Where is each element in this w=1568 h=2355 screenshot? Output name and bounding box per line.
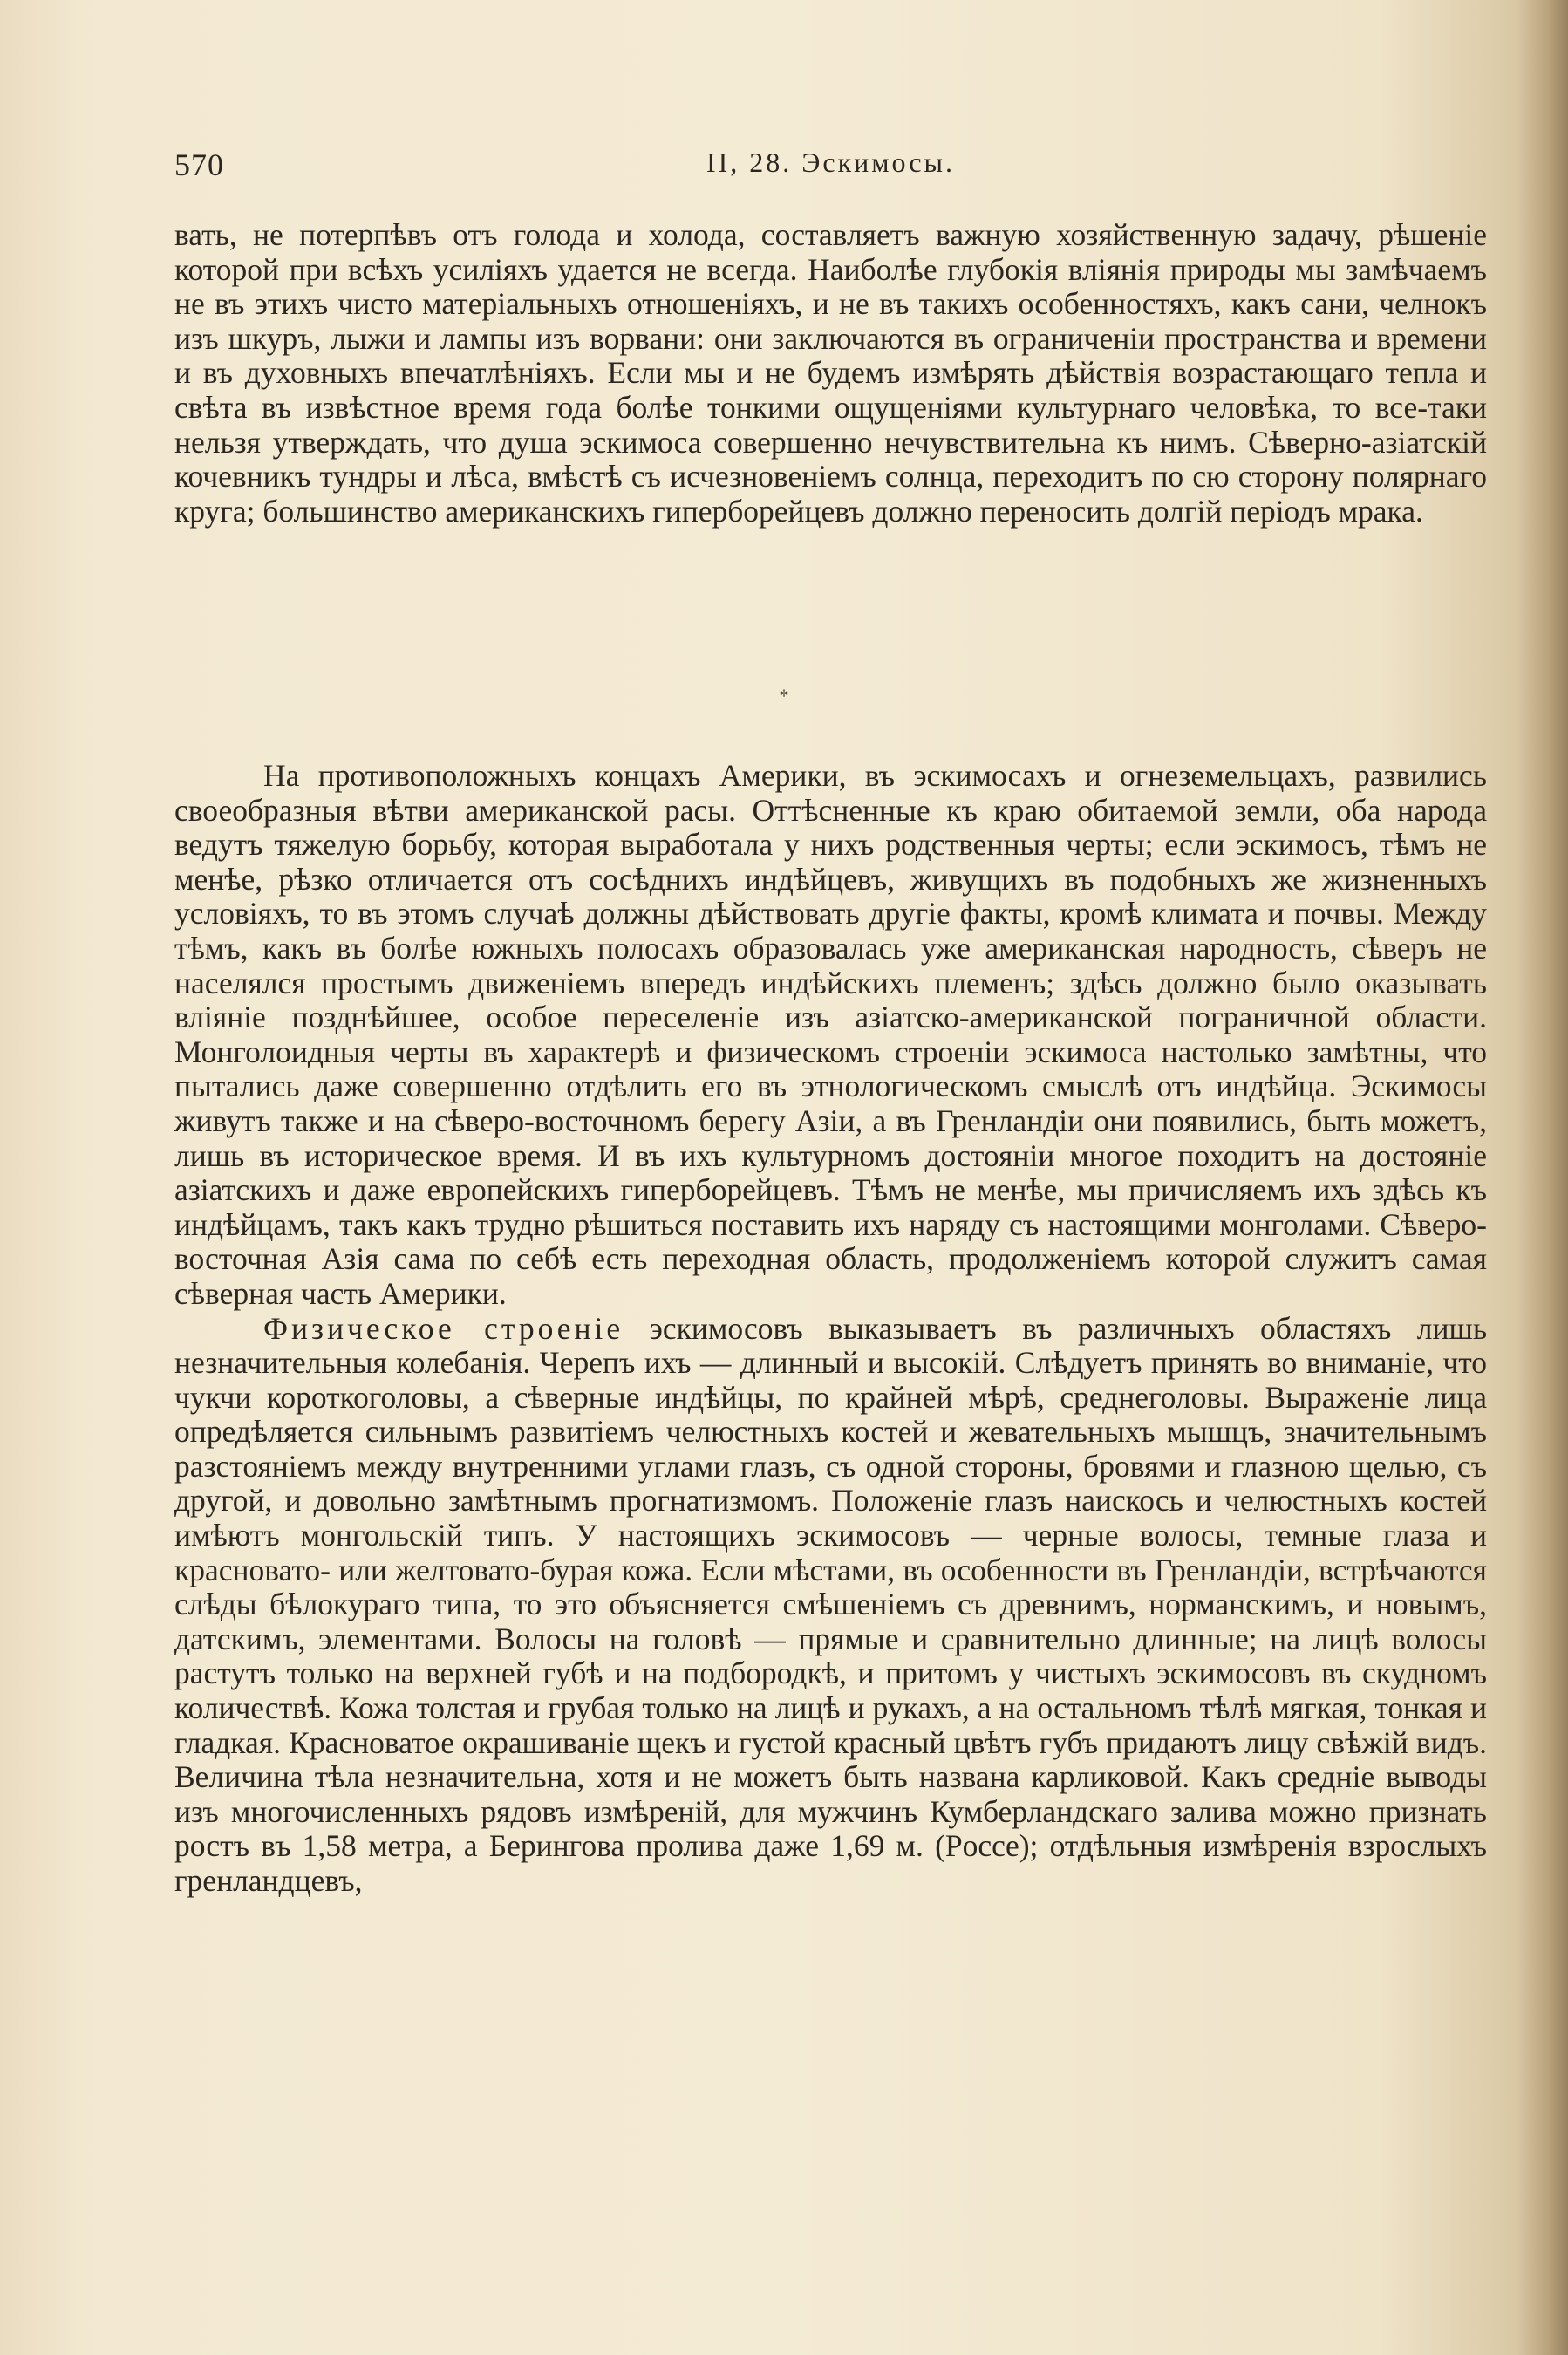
page-header xyxy=(174,147,1487,190)
bottom-text-block xyxy=(174,759,1487,1899)
paragraph-physical-structure-body: эскимосовъ выказываетъ въ различныхъ областяхъ лишь незначительныя колебанія. Черепъ ихъ — длинный и высокій. Слѣдуетъ принять во вниманіе, что чукчи короткоголовы, а сѣверные индѣйцы, по крайней мѣрѣ, среднеголовы. Выраженіе лица опредѣляется сильнымъ развитіемъ челюстныхъ костей и жевательныхъ мышцъ, значительнымъ разстояніемъ между внутренними углами глазъ, съ одной стороны, бровями и глазною щелью, съ другой, и довольно замѣтнымъ прогнатизмомъ. Положеніе глазъ наискось и челюстныхъ костей имѣютъ монгольскій типъ. У настоящихъ эскимосовъ — черные волосы, темные глаза и красновато- или желтовато-бурая кожа. Если мѣстами, въ особенности въ Гренландіи, встрѣчаются слѣды бѣлокураго типа, то это объясняется смѣшеніемъ съ древнимъ, норманскимъ, и новымъ, датскимъ, элементами. Волосы на головѣ — прямые и сравнительно длинные; на лицѣ волосы растутъ только на верхней губѣ и на подбородкѣ, и притомъ у чистыхъ эскимосовъ въ скудномъ количествѣ. Кожа толстая и грубая только на лицѣ и рукахъ, а на остальномъ тѣлѣ мягкая, тонкая и гладкая. Красноватое окрашиваніе щекъ и густой красный цвѣтъ губъ придаютъ лицу свѣжій видъ. Величина тѣла незначительна, хотя и не можетъ быть названа карликовой. Какъ средніе выводы изъ многочисленныхъ рядовъ измѣреній, для мужчинъ Кумберландскаго залива можно признать ростъ въ 1,58 метра, а Берингова пролива даже 1,69 м. (Pocce); отдѣльныя измѣренія взрослыхъ гренландцевъ, xyxy=(174,1310,1488,1898)
running-head: II, 28. Эскимосы. xyxy=(706,147,956,178)
section-separator: * xyxy=(779,685,789,706)
page-edge-shadow xyxy=(1516,0,1568,2355)
paragraph-physical-structure xyxy=(174,1312,1487,1899)
paragraph-americas-branches: На противоположныхъ концахъ Америки, въ эскимосахъ и огнеземельцахъ, развились своеобразныя вѣтви американской расы. Оттѣсненные къ краю обитаемой земли, оба народа ведутъ тяжелую борьбу, которая выработала у нихъ родственныя черты; если эскимосъ, тѣмъ не менѣе, рѣзко отличается отъ сосѣднихъ индѣйцевъ, живущихъ въ подобныхъ же жизненныхъ условіяхъ, то въ этомъ случаѣ должны дѣйствовать другіе факты, кромѣ климата и почвы. Между тѣмъ, какъ въ болѣе южныхъ полосахъ образовалась уже американская народность, сѣверъ не населялся простымъ движеніемъ впередъ индѣйскихъ племенъ; здѣсь должно было оказывать вліяніе позднѣйшее, особое переселеніе изъ азіатско-американской пограничной области. Монголоидныя черты въ характерѣ и физическомъ строеніи эскимоса настолько замѣтны, что пытались даже совершенно отдѣлить его въ этнологическомъ смыслѣ отъ индѣйца. Эскимосы живутъ также и на сѣверо-восточномъ берегу Азіи, а въ Гренландіи они появились, быть можетъ, лишь въ историческое время. И въ ихъ культурномъ достояніи многое походитъ на достояніе азіатскихъ и даже европейскихъ гиперборейцевъ. Тѣмъ не менѣе, мы причисляемъ ихъ здѣсь къ индѣйцамъ, такъ какъ трудно рѣшиться поставить ихъ наряду съ настоящими монголами. Сѣверо-восточная Азія сама по себѣ есть переходная область, продолженіемъ которой служитъ самая сѣверная часть Америки. xyxy=(174,758,1487,1311)
page-number: 570 xyxy=(174,147,224,182)
spaced-lead-phrase: Физическое строеніе xyxy=(263,1310,624,1346)
top-text-block xyxy=(174,218,1487,529)
continued-paragraph: вать, не потерпѣвъ отъ голода и холода, составляетъ важную хозяйственную задачу, рѣшеніе которой при всѣхъ усиліяхъ удается не всегда. Наиболѣе глубокія вліянія природы мы замѣчаемъ не въ этихъ чисто матеріальныхъ отношеніяхъ, и не въ такихъ особенностяхъ, какъ сани, челнокъ изъ шкуръ, лыжи и лампы изъ ворвани: они заключаются въ ограниченіи пространства и времени и въ духовныхъ впечатлѣніяхъ. Если мы и не будемъ измѣрять дѣйствія возрастающаго тепла и свѣта въ извѣстное время года болѣе тонкими ощущеніями культурнаго человѣка, то все-таки нельзя утверждать, что душа эскимоса совершенно нечувствительна къ нимъ. Сѣверно-азіатскій кочевникъ тундры и лѣса, вмѣстѣ съ исчезновеніемъ солнца, переходитъ по сю сторону полярнаго круга; большинство американскихъ гиперборейцевъ должно переносить долгій періодъ мрака. xyxy=(174,217,1487,529)
